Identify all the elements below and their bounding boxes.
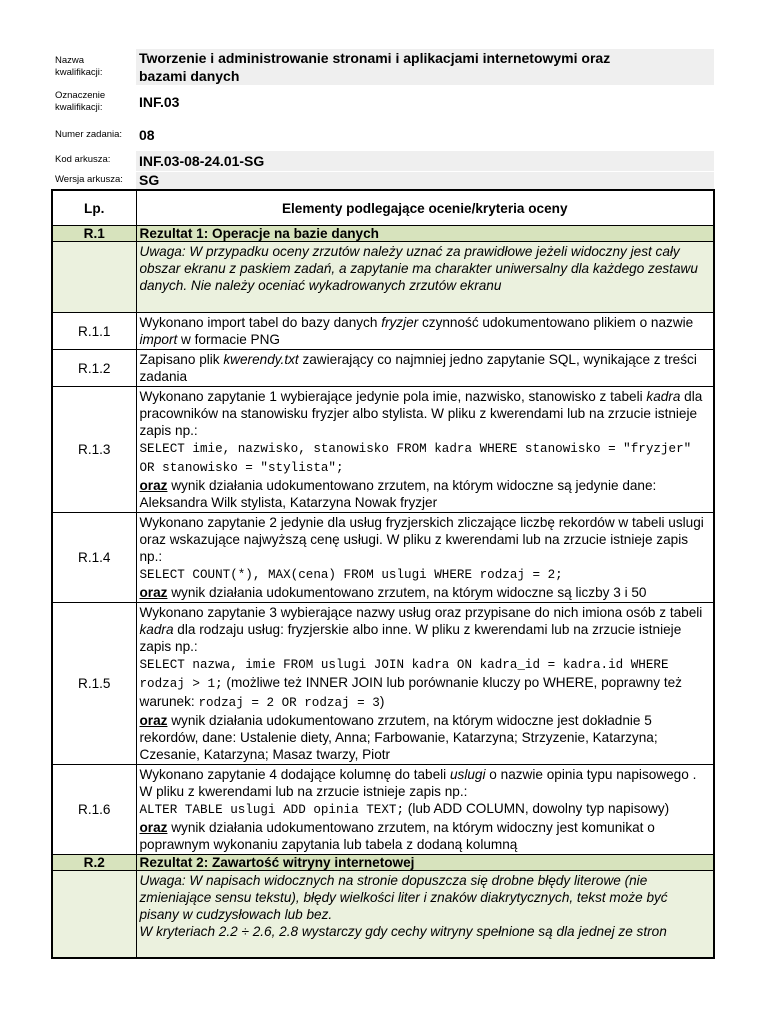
note-text: Uwaga: W napisach widocznych na stronie dopuszcza się drobne błędy literowe (nie zmieniające sensu tekstu), błędy wielkości liter i znaków diakrytycznych, tekst może być pisany w cudzysłowach lub bez.: [139, 873, 668, 922]
oznaczenie-label: [55, 90, 105, 114]
sql-code: SELECT imie, nazwisko, stanowisko FROM kadra WHERE stanowisko = "fryzjer" OR stanowisko = "stylista";: [139, 442, 692, 475]
result-1-note: [136, 242, 714, 313]
label-line: Nazwa: [55, 55, 85, 66]
text-part: ): [379, 694, 385, 709]
text-part: Zapisano plik: [139, 352, 224, 367]
header-oznaczenie: [52, 88, 714, 116]
result-1-note-row: [52, 242, 714, 313]
criterion-text: [136, 603, 714, 765]
criterion-lp: R.1.5: [52, 603, 136, 765]
note-text: Uwaga: W przypadku oceny zrzutów należy uznać za prawidłowe jeżeli widoczny jest cały obszar ekranu z paskiem zadań, a zapytanie ma charakter uniwersalny dla każdego zestawu danych. Nie należy oceniać wykadrowanych zrzutów ekranu: [139, 244, 698, 293]
sql-code: rodzaj = 2 OR rodzaj = 3: [198, 696, 380, 710]
criterion-text: [136, 350, 714, 387]
result-2-title: Rezultat 2: Zawartość witryny internetowej: [136, 855, 714, 871]
label-line: kwalifikacji:: [55, 102, 103, 113]
header-kod: [52, 151, 714, 171]
text-part: o nazwie opinia typu napisowego . W pliku z kwerendami lub na zrzucie istnieje zapis np.:: [139, 767, 697, 799]
result-1-title: Rezultat 1: Operacje na bazie danych: [136, 226, 714, 242]
text-part: Wykonano zapytanie 1 wybierające jedynie pola imie, nazwisko, stanowisko z tabeli: [139, 389, 647, 404]
criterion-lp: R.1.1: [52, 313, 136, 350]
col-lp-header: Lp.: [52, 190, 136, 226]
italic-term: kadra: [646, 389, 681, 404]
text-part: wynik działania udokumentowano zrzutem, na którym widoczny jest komunikat o poprawnym wykonaniu zapytania lub tabela z dodaną kolumną: [139, 820, 655, 852]
oznaczenie-value: INF.03: [139, 94, 180, 110]
text-part: (możliwe też INNER JOIN lub porównanie kluczy po WHERE, poprawny też warunek:: [139, 675, 682, 709]
result-2-lp: R.2: [52, 855, 136, 871]
criterion-text: [136, 765, 714, 855]
text-part: Wykonano import tabel do bazy danych: [139, 315, 382, 330]
italic-term: kadra: [139, 622, 174, 637]
criterion-lp: R.1.4: [52, 513, 136, 603]
text-part: Wykonano zapytanie 2 jedynie dla usług fryzjerskich zliczające liczbę rekordów w tabeli uslugi oraz wskazujące najwyższą cenę usługi. W pliku z kwerendami lub na zrzucie istnieje zapis np.:: [139, 515, 704, 564]
text-part: czynność udokumentowano plikiem o nazwie: [418, 315, 694, 330]
col-criteria-header: Elementy podlegające ocenie/kryteria oceny: [136, 190, 714, 226]
value-line: Tworzenie i administrowanie stronami i aplikacjami internetowymi oraz: [139, 50, 611, 66]
numer-label: Numer zadania:: [55, 129, 123, 140]
text-part: wynik działania udokumentowano zrzutem, na którym widoczne jest dokładnie 5 rekordów, dane: Ustalenie diety, Anna; Farbowanie, Katarzyna; Strzyzenie, Katarzyna; Czesanie, Katarzyna; Masaz twarzy, Piotr: [139, 713, 658, 762]
criterion-lp: R.1.2: [52, 350, 136, 387]
criterion-lp: R.1.6: [52, 765, 136, 855]
sql-code: ALTER TABLE uslugi ADD opinia TEXT;: [139, 803, 405, 817]
wersja-value: SG: [136, 172, 714, 189]
text-part: dla rodzaju usług: fryzjerskie albo inne. W pliku z kwerendami lub na zrzucie istnieje zapis np.:: [139, 622, 682, 654]
wersja-label: Wersja arkusza:: [55, 174, 123, 185]
result-2-note-row: [52, 871, 714, 959]
criterion-text: [136, 313, 714, 350]
text-part: wynik działania udokumentowano zrzutem, na którym widoczne są jedynie dane: Aleksandra Wilk stylista, Katarzyna Nowak fryzjer: [139, 478, 657, 510]
criterion-text: [136, 513, 714, 603]
criterion-row-r16: [52, 765, 714, 855]
italic-term: uslugi: [449, 767, 486, 782]
criterion-text: [136, 387, 714, 513]
kod-label: Kod arkusza:: [55, 154, 111, 165]
text-part: wynik działania udokumentowano zrzutem, na którym widoczne są liczby 3 i 50: [167, 585, 647, 600]
table-header-row: [52, 190, 714, 226]
criterion-row-r13: [52, 387, 714, 513]
text-part: (lub ADD COLUMN, dowolny typ napisowy): [404, 801, 670, 816]
label-line: Oznaczenie: [55, 90, 106, 101]
criteria-table: [51, 189, 715, 959]
text-part: Wykonano zapytanie 4 dodające kolumnę do tabeli: [139, 767, 450, 782]
text-part: w formacie PNG: [177, 332, 281, 347]
oraz-keyword: oraz: [139, 820, 168, 835]
text-part: dla pracowników na stanowisku fryzjer albo stylista. W pliku z kwerendami lub na zrzucie istnieje zapis np.:: [139, 389, 703, 438]
numer-value: 08: [139, 127, 155, 143]
criterion-row-r15: [52, 603, 714, 765]
italic-term: import: [139, 332, 178, 347]
oraz-keyword: oraz: [139, 585, 168, 600]
kod-value: INF.03-08-24.01-SG: [136, 151, 714, 171]
note-lp-cell: [52, 871, 136, 959]
note-lp-cell: [52, 242, 136, 313]
italic-term: fryzjer: [381, 315, 419, 330]
note-text: W kryteriach 2.2 ÷ 2.6, 2.8 wystarczy gdy cechy witryny spełnione są dla jednej ze stron: [139, 924, 667, 939]
italic-term: kwerendy.txt: [223, 352, 299, 367]
criterion-row-r11: [52, 313, 714, 350]
header-numer: [52, 124, 714, 146]
criterion-row-r14: [52, 513, 714, 603]
label-line: kwalifikacji:: [55, 67, 103, 78]
oraz-keyword: oraz: [139, 478, 168, 493]
criterion-row-r12: [52, 350, 714, 387]
header-wersja: [52, 172, 714, 189]
kwalifikacja-label: [55, 55, 103, 79]
text-part: Wykonano zapytanie 3 wybierające nazwy usług oraz przypisane do nich imiona osób z tabeli: [139, 605, 703, 620]
sql-code: SELECT nazwa, imie FROM uslugi JOIN kadra ON kadra_id = kadra.id WHERE rodzaj > 1;: [139, 658, 669, 691]
text-part: zawierający co najmniej jedno zapytanie SQL, wynikające z treści zadania: [139, 352, 697, 384]
value-line: bazami danych: [139, 68, 240, 84]
sql-code: SELECT COUNT(*), MAX(cena) FROM uslugi WHERE rodzaj = 2;: [139, 568, 563, 582]
header-kwalifikacja: [52, 49, 714, 85]
result-1-lp: R.1: [52, 226, 136, 242]
oraz-keyword: oraz: [139, 713, 168, 728]
result-2-row: [52, 855, 714, 871]
criterion-lp: R.1.3: [52, 387, 136, 513]
kwalifikacja-value: [136, 49, 714, 85]
result-2-note: [136, 871, 714, 959]
result-1-row: [52, 226, 714, 242]
